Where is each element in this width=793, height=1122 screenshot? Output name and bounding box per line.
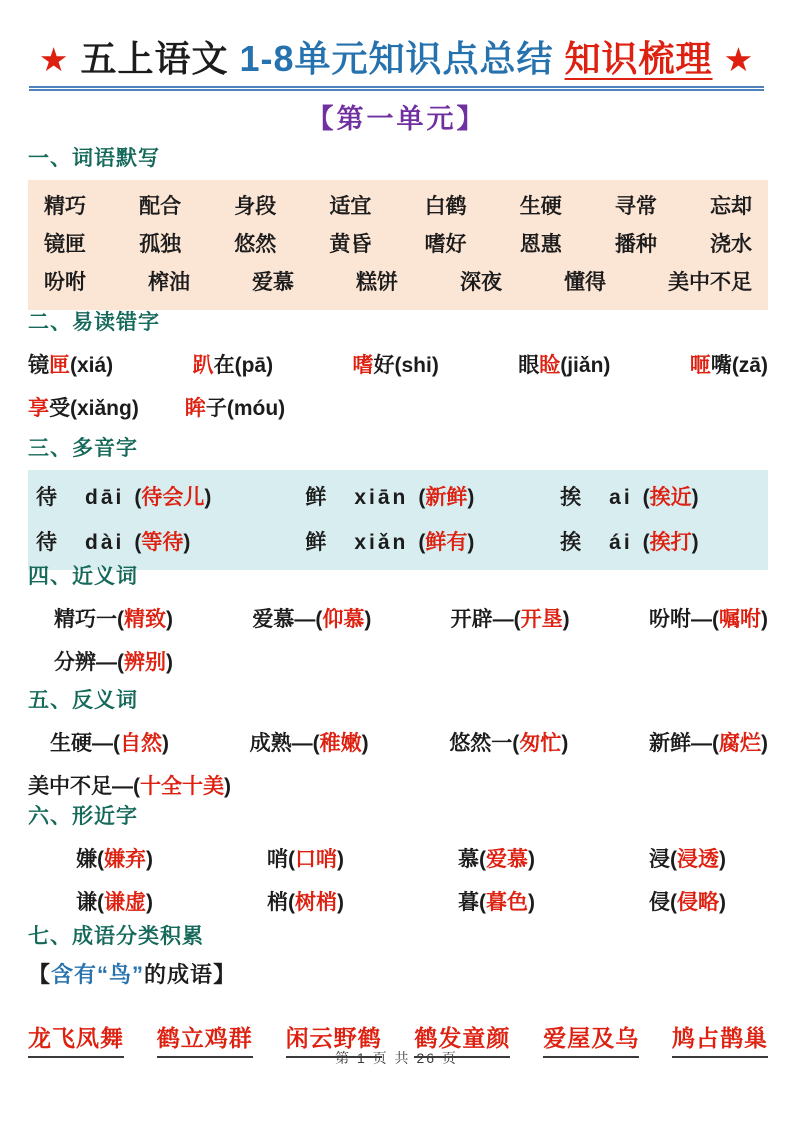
text-segment: “鸟” (97, 962, 145, 987)
text-segment: (xiá) (70, 354, 114, 377)
idiom: 爱屋及乌 (543, 1020, 639, 1058)
word: 吩咐 (44, 271, 86, 294)
pinyin-entry: 挨 ai (挨近) (560, 486, 699, 509)
row (28, 387, 768, 430)
text-segment: 眸 (184, 397, 206, 420)
answer-word: 侵略 (677, 891, 719, 914)
table-row (44, 226, 752, 264)
pinyin: xiān (354, 486, 409, 509)
word-pair: 新鲜—(腐烂) (648, 732, 768, 755)
word: 适宜 (329, 195, 372, 218)
word-pair: 悠然一(匆忙) (449, 732, 569, 755)
text-segment: 睑 (539, 354, 561, 377)
row (28, 344, 768, 387)
text-segment: 匣 (49, 354, 70, 377)
row (28, 598, 768, 641)
word: 镜匣 (44, 233, 86, 256)
section-syn (28, 560, 768, 684)
answer-word: 谦虚 (104, 891, 146, 914)
word: 精巧 (44, 195, 86, 218)
example-word: 挨近 (649, 486, 692, 509)
word-pair: 哨(口哨) (267, 848, 344, 871)
section-idioms (28, 920, 768, 1058)
section-heading: 三、多音字 (28, 437, 138, 460)
example-word: 等待 (141, 531, 184, 554)
table-row (36, 475, 764, 520)
example-word: 挨打 (649, 531, 692, 554)
text-segment: 【 (28, 962, 52, 987)
base-char: 鲜 (305, 531, 327, 554)
base-char: 待 (36, 531, 57, 554)
word: 懂得 (564, 271, 606, 294)
text-segment: (móu) (226, 397, 286, 420)
word-pair: 嫌(嫌弃) (76, 848, 153, 871)
title-text-black: 五上语文 (80, 38, 229, 79)
term (185, 387, 285, 430)
pinyin: ái (609, 531, 633, 554)
word-pair: 浸(浸透) (649, 848, 726, 871)
term (353, 344, 439, 387)
pinyin: ai (609, 486, 633, 509)
text-segment: 子 (205, 397, 227, 420)
section-heading: 四、近义词 (28, 565, 138, 588)
term (518, 344, 610, 387)
answer-word: 自然 (120, 732, 162, 755)
term (193, 344, 274, 387)
row (28, 881, 768, 924)
text-segment: 嘴 (710, 354, 732, 377)
word: 嗜好 (424, 233, 467, 256)
star-icon: ★ (38, 41, 70, 78)
word: 爱慕 (252, 271, 294, 294)
pinyin: dài (85, 531, 125, 554)
pinyin-entry: 鲜 xiān (新鲜) (305, 486, 475, 509)
word-pair: 侵(侵略) (649, 891, 726, 914)
word-pair: 暮(暮色) (458, 891, 535, 914)
word: 美中不足 (668, 271, 752, 294)
word-pair: 生硬—(自然) (50, 732, 169, 755)
answer-word: 暮色 (486, 891, 528, 914)
answer-word: 树梢 (295, 891, 337, 914)
word: 榨油 (148, 271, 190, 294)
word: 恩惠 (519, 233, 562, 256)
text-segment: 眼 (518, 354, 540, 377)
text-segment: 咂 (689, 354, 711, 377)
answer-word: 仰慕 (322, 608, 365, 631)
pinyin: dāi (85, 486, 125, 509)
pinyin: xiǎn (354, 531, 409, 554)
word: 悠然 (234, 233, 277, 256)
answer-word: 稚嫩 (319, 732, 362, 755)
section-heading: 五、反义词 (28, 689, 138, 712)
unit-subtitle: 【第一单元】 (306, 104, 487, 134)
answer-word: 精致 (124, 608, 166, 631)
title-text-blue: 1-8单元知识点总结 (239, 38, 554, 79)
text-segment: 含有 (51, 962, 98, 987)
text-segment: (xiǎng) (70, 397, 139, 420)
word-pair: 爱慕—(仰慕) (252, 608, 372, 631)
base-char: 挨 (560, 531, 582, 554)
word: 糕饼 (356, 271, 398, 294)
word: 生硬 (519, 195, 562, 218)
section-heading: 六、形近字 (28, 805, 138, 828)
text-segment: (jiǎn) (560, 354, 611, 377)
word-pair: 谦(谦虚) (76, 891, 153, 914)
text-segment: 】 (213, 962, 237, 987)
base-char: 鲜 (305, 486, 327, 509)
base-char: 待 (36, 486, 57, 509)
word-pair: 吩咐—(嘱咐) (648, 608, 768, 631)
idiom: 闲云野鹤 (286, 1020, 382, 1058)
text-segment: 享 (28, 397, 49, 420)
section-duoyin (28, 432, 768, 570)
answer-word: 爱慕 (486, 848, 528, 871)
idiom-category (28, 958, 768, 992)
polyphone-table (28, 470, 768, 570)
idiom: 鸠占鹊巢 (672, 1020, 768, 1058)
text-segment: 好 (373, 354, 395, 377)
answer-word: 开垦 (520, 608, 563, 631)
answer-word: 匆忙 (519, 732, 562, 755)
term (28, 344, 113, 387)
pinyin-entry: 挨 ái (挨打) (560, 531, 699, 554)
text-segment: 受 (49, 397, 70, 420)
text-segment: 趴 (192, 354, 214, 377)
section-misread (28, 306, 768, 430)
pinyin-entry: 待 dāi (待会儿) (36, 486, 212, 509)
answer-word: 辨别 (124, 651, 166, 674)
answer-word: 嫌弃 (104, 848, 146, 871)
answer-word: 口哨 (295, 848, 337, 871)
text-segment: 在 (213, 354, 235, 377)
idiom: 鹤发童颜 (414, 1020, 510, 1058)
word-table (28, 180, 768, 310)
table-row (44, 264, 752, 302)
row (28, 641, 768, 684)
word: 寻常 (614, 195, 657, 218)
word: 白鹤 (424, 195, 467, 218)
word-pair: 成熟—(稚嫩) (249, 732, 369, 755)
word: 配合 (139, 195, 182, 218)
word: 身段 (234, 195, 277, 218)
text-segment: 的成语 (144, 962, 214, 987)
idiom: 龙飞凤舞 (28, 1020, 124, 1058)
answer-word: 腐烂 (718, 732, 761, 755)
text-segment: (zā) (731, 354, 768, 377)
word: 浇水 (709, 233, 752, 256)
text-segment: (pā) (234, 354, 274, 377)
section-heading: 七、成语分类积累 (28, 925, 204, 948)
word: 忘却 (709, 195, 752, 218)
section-heading: 二、易读错字 (28, 311, 160, 334)
page-title (29, 38, 764, 91)
word: 黄昏 (329, 233, 372, 256)
pinyin-entry: 待 dài (等待) (36, 531, 191, 554)
header (0, 38, 793, 91)
star-icon: ★ (723, 41, 755, 78)
idiom: 鹤立鸡群 (157, 1020, 253, 1058)
text-segment: (shi) (394, 354, 439, 377)
example-word: 待会儿 (141, 486, 205, 509)
word: 孤独 (139, 233, 182, 256)
answer-word: 浸透 (677, 848, 719, 871)
section-heading: 一、词语默写 (28, 147, 160, 170)
section-form (28, 800, 768, 924)
page-number: 第 1 页 共 26 页 (335, 1050, 458, 1066)
term (28, 387, 139, 430)
word-pair: 美中不足—(十全十美) (28, 775, 231, 798)
pinyin-entry: 鲜 xiǎn (鲜有) (305, 531, 475, 554)
example-word: 鲜有 (425, 531, 468, 554)
title-text-red: 知识梳理 (564, 38, 713, 79)
word: 播种 (614, 233, 657, 256)
word: 深夜 (460, 271, 502, 294)
word-pair: 开辟—(开垦) (450, 608, 570, 631)
example-word: 新鲜 (425, 486, 468, 509)
answer-word: 嘱咐 (718, 608, 761, 631)
table-row (44, 188, 752, 226)
text-segment: 嗜 (352, 354, 374, 377)
row (28, 722, 768, 765)
section-words (28, 142, 768, 310)
word-pair: 梢(树梢) (267, 891, 344, 914)
base-char: 挨 (560, 486, 582, 509)
word-pair: 慕(爱慕) (458, 848, 535, 871)
answer-word: 十全十美 (140, 775, 224, 798)
term (690, 344, 768, 387)
table-row (36, 520, 764, 565)
section-ant (28, 684, 768, 808)
word-pair: 精巧一(精致) (54, 608, 173, 631)
row (28, 838, 768, 881)
word-pair: 分辨—(辨别) (54, 651, 173, 674)
text-segment: 镜 (28, 354, 49, 377)
